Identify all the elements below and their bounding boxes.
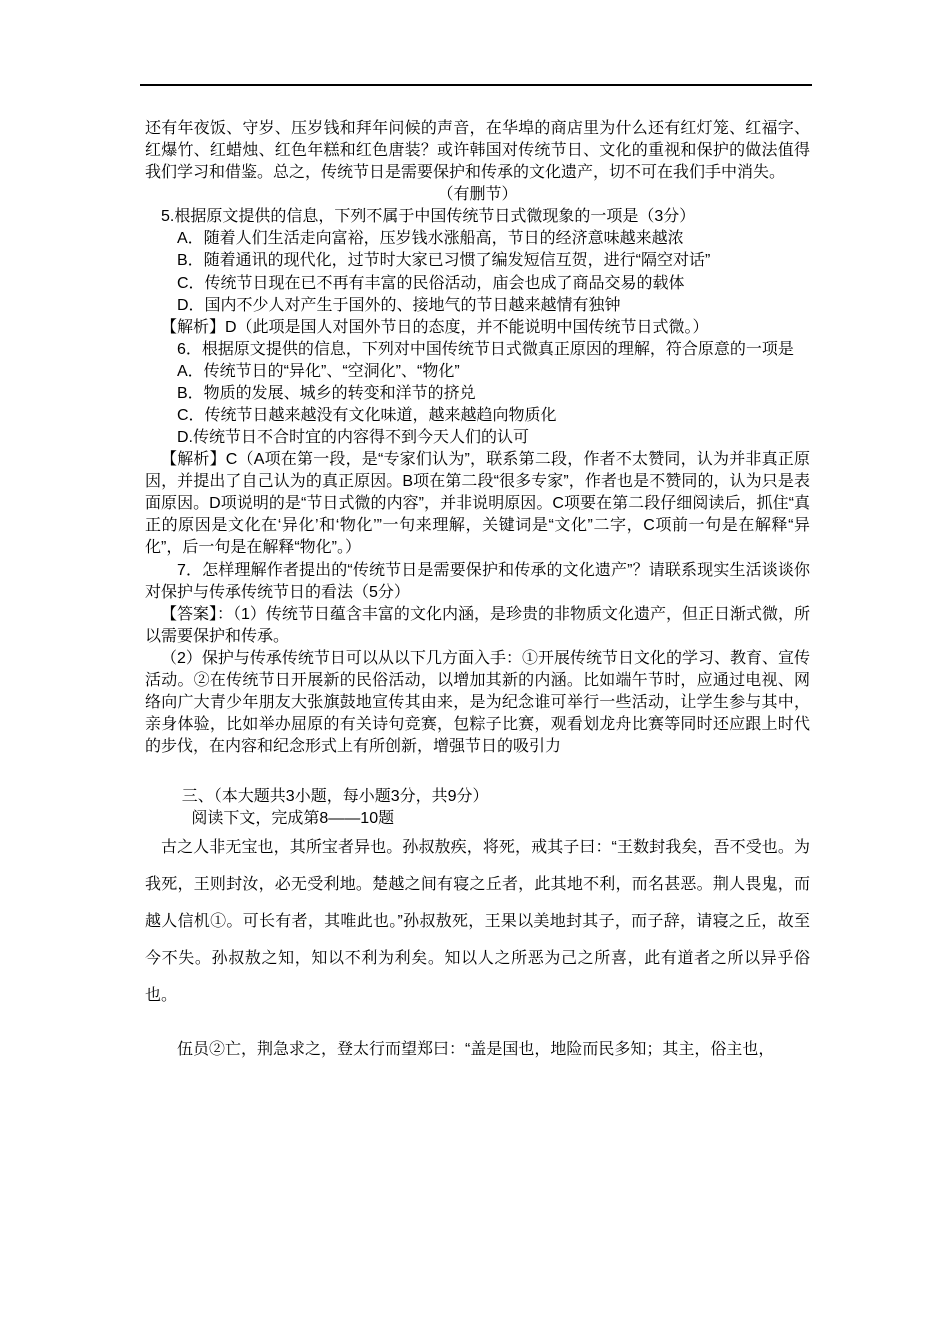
question-6-option-b: B．物质的发展、城乡的转变和洋节的挤兑 <box>177 384 476 402</box>
section-3-heading: 三、（本大题共3小题，每小题3分，共9分） <box>181 788 489 806</box>
question-7-answer-part-2: （2）保护与传承传统节日可以从以下几方面入手：①开展传统节日文化的学习、教育、宣传活动。②在传统节日开展新的民俗活动，以增加其新的内涵。比如端午节时，应通过电视、网络向广大青少年朋友大张旗鼓地宣传其由来，是为纪念谁可举行一些活动，让学生参与其中，亲身体验，比如举办屈原的有关诗句竞赛，包粽子比赛，观看划龙舟比赛等同时还应跟上时代的步伐，在内容和纪念形式上有所创新，增强节日的吸引力 <box>145 649 810 756</box>
question-7: 7．怎样理解作者提出的“传统节日是需要保护和传承的文化遗产”？请联系现实生活谈谈你对保护与传承传统节日的看法（5分） <box>145 561 810 601</box>
question-6-option-a: A．传统节日的“异化”、“空洞化”、“物化” <box>177 362 460 380</box>
question-5-option-d: D．国内不少人对产生于国外的、接地气的节日越来越情有独钟 <box>177 296 621 314</box>
question-6-option-d: D.传统节日不合时宜的内容得不到今天人们的认可 <box>177 429 530 447</box>
question-5-option-c: C．传统节日现在已不再有丰富的民俗活动，庙会也成了商品交易的载体 <box>177 274 685 292</box>
question-6-analysis: 【解析】C（A项在第一段，是“专家们认为”，联系第二段，作者不太赞同，认为并非真正原因，并提出了自己认为的真正原因。B项在第二段“很多专家”，作者也是不赞同的，认为只是表面原因。D项说明的是“节日式微的内容”，并非说明原因。C项要在第二段仔细阅读后，抓住“真正的原因是文化在‘异化’和‘物化’”一句来理解，关键词是“文化”二字，C项前一句是在解释“异化”，后一句是在解释“物化”。） <box>145 451 810 557</box>
question-5-option-b: B．随着通讯的现代化，过节时大家已习惯了编发短信互贺，进行“隔空对话” <box>177 252 711 270</box>
deletion-note: （有删节） <box>437 186 518 204</box>
question-5: 5.根据原文提供的信息，下列不属于中国传统节日式微现象的一项是（3分） <box>161 208 696 226</box>
question-6-option-c: C．传统节日越来越没有文化味道，越来越趋向物质化 <box>177 407 557 425</box>
page-top-rule <box>140 84 812 86</box>
passage-continuation: 还有年夜饭、守岁、压岁钱和拜年问候的声音，在华埠的商店里为什么还有红灯笼、红福字、红爆竹、红蜡烛、红色年糕和红色唐装？或许韩国对传统节日、文化的重视和保护的做法值得我们学习和借鉴。总之，传统节日是需要保护和传承的文化遗产，切不可在我们手中消失。 <box>145 120 810 182</box>
reading-instruction: 阅读下文，完成第8——10题 <box>191 810 395 828</box>
question-6: 6．根据原文提供的信息，下列对中国传统节日式微真正原因的理解，符合原意的一项是 <box>177 340 794 358</box>
classical-passage-1: 古之人非无宝也，其所宝者异也。孙叔敖疾，将死，戒其子曰：“王数封我矣，吾不受也。为我死，王则封汝，必无受利地。楚越之间有寝之丘者，此其地不利，而名甚恶。荆人畏鬼，而越人信机①。可长有者，其唯此也。”孙叔敖死，王果以美地封其子，而子辞，请寝之丘，故至今不失。孙叔敖之知，知以不利为利矣。知以人之所恶为己之所喜，此有道者之所以异乎俗也。 <box>145 839 810 1004</box>
question-5-analysis: 【解析】D（此项是国人对国外节日的态度，并不能说明中国传统节日式微。） <box>161 318 709 336</box>
question-5-option-a: A．随着人们生活走向富裕，压岁钱水涨船高，节日的经济意味越来越浓 <box>177 230 684 248</box>
classical-passage-2: 伍员②亡，荆急求之，登太行而望郑曰：“盖是国也，地险而民多知；其主，俗主也， <box>177 1041 775 1059</box>
question-7-answer-part-1: 【答案】：（1）传统节日蕴含丰富的文化内涵，是珍贵的非物质文化遗产，但正日渐式微，所以需要保护和传承。 <box>145 605 810 645</box>
